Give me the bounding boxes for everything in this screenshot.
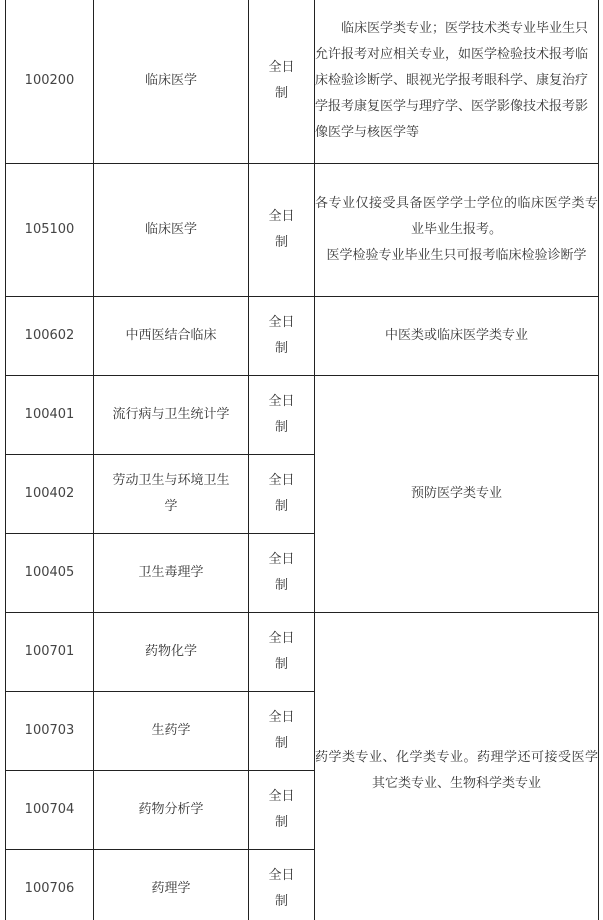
study-mode: 全日制 xyxy=(249,534,315,613)
major-name: 临床医学 xyxy=(94,0,249,164)
study-mode: 全日制 xyxy=(249,0,315,164)
study-mode: 全日制 xyxy=(249,613,315,692)
requirement-text: 预防医学类专业 xyxy=(410,486,502,501)
requirement-text: 医学检验专业毕业生只可报考临床检验诊断学 xyxy=(326,248,587,263)
requirement-text: 临床医学类专业；医学技术类专业毕业生只允许报考对应相关专业，如医学检验技术报考临床检验诊断学、眼视光学报考眼科学、康复治疗学报考康复医学与理疗学、医学影像技术报考影像医学与核医学等 xyxy=(315,21,589,140)
major-name: 临床医学 xyxy=(94,164,249,297)
requirement-text: 药学类专业、化学类专业。药理学还可接受医学其它类专业、生物科学类专业 xyxy=(315,749,598,791)
study-mode: 全日制 xyxy=(249,164,315,297)
major-code: 100706 xyxy=(6,850,94,920)
major-name: 药理学 xyxy=(94,850,249,920)
study-mode: 全日制 xyxy=(249,376,315,455)
requirement-text: 中医类或临床医学类专业 xyxy=(384,328,528,343)
table-row xyxy=(6,613,599,692)
table-row xyxy=(6,0,599,164)
major-name: 生药学 xyxy=(94,692,249,771)
major-code: 105100 xyxy=(6,164,94,297)
requirement-cell-public-health xyxy=(315,376,599,613)
requirement-text: 各专业仅接受具备医学学士学位的临床医学类专业毕业生报考。 xyxy=(315,196,598,237)
requirement-cell xyxy=(315,164,599,297)
major-code: 100405 xyxy=(6,534,94,613)
major-code: 100703 xyxy=(6,692,94,771)
major-name: 药物化学 xyxy=(94,613,249,692)
major-code: 100602 xyxy=(6,297,94,376)
study-mode: 全日制 xyxy=(249,850,315,920)
study-mode: 全日制 xyxy=(249,455,315,534)
table-row xyxy=(6,376,599,455)
requirement-cell xyxy=(315,0,599,164)
admission-requirements-table xyxy=(5,0,599,920)
major-code: 100402 xyxy=(6,455,94,534)
major-name: 劳动卫生与环境卫生学 xyxy=(94,455,249,534)
major-code: 100200 xyxy=(6,0,94,164)
major-name: 流行病与卫生统计学 xyxy=(94,376,249,455)
requirement-cell-pharmacy xyxy=(315,613,599,920)
study-mode: 全日制 xyxy=(249,692,315,771)
major-name: 卫生毒理学 xyxy=(94,534,249,613)
major-code: 100401 xyxy=(6,376,94,455)
major-code: 100701 xyxy=(6,613,94,692)
table-row xyxy=(6,297,599,376)
major-name: 中西医结合临床 xyxy=(94,297,249,376)
major-name: 药物分析学 xyxy=(94,771,249,850)
major-code: 100704 xyxy=(6,771,94,850)
table-row xyxy=(6,164,599,297)
study-mode: 全日制 xyxy=(249,297,315,376)
study-mode: 全日制 xyxy=(249,771,315,850)
requirement-cell xyxy=(315,297,599,376)
